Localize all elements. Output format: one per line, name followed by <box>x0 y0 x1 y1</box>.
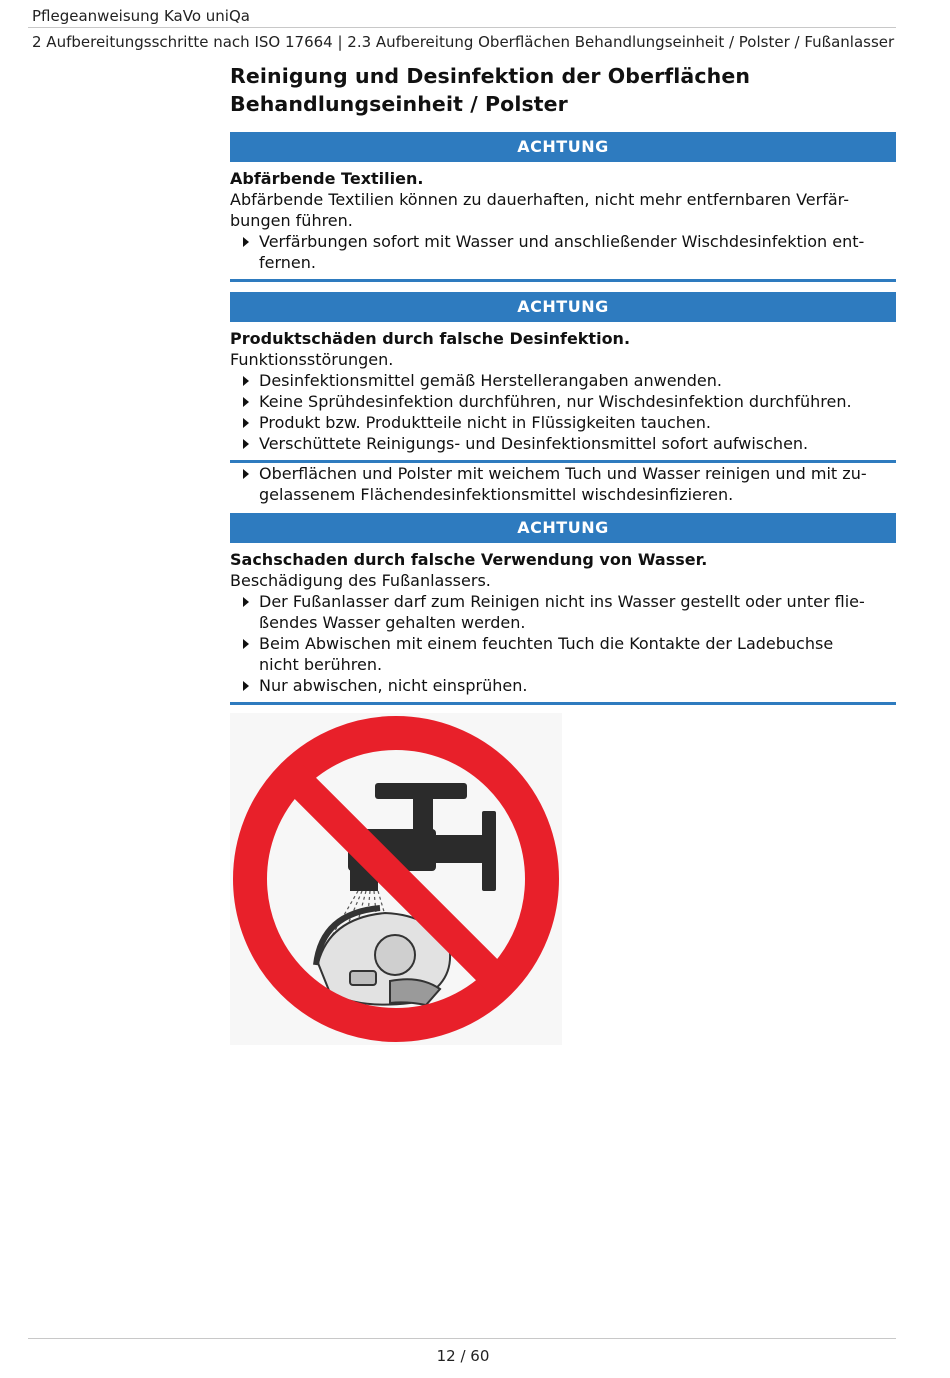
step-text: fernen. <box>259 253 316 272</box>
step-item <box>230 463 896 505</box>
step-text: nicht berühren. <box>259 655 383 674</box>
page-number: 12 / 60 <box>436 1347 490 1365</box>
triangle-bullet-icon <box>243 469 249 479</box>
caution-text: Funktionsstörungen. <box>230 350 394 369</box>
header-divider <box>28 27 896 28</box>
step-item <box>230 370 896 391</box>
step-text: Verschüttete Reinigungs- und Desinfektionsmittel sofort aufwischen. <box>259 434 809 453</box>
caution-label: ACHTUNG <box>230 292 896 322</box>
step-item <box>230 231 896 273</box>
step-text: Produkt bzw. Produktteile nicht in Flüssigkeiten tauchen. <box>259 413 711 432</box>
step-text: gelassenem Flächendesinfektionsmittel wischdesinfizieren. <box>259 485 734 504</box>
caution-title: Produktschäden durch falsche Desinfektion. <box>230 329 631 348</box>
step-text: Keine Sprühdesinfektion durchführen, nur Wischdesinfektion durchführen. <box>259 392 852 411</box>
caution-title: Sachschaden durch falsche Verwendung von Wasser. <box>230 550 708 569</box>
caution-text-line: bungen führen. <box>230 211 353 230</box>
step-text: Der Fußanlasser darf zum Reinigen nicht ins Wasser gestellt oder unter flie- <box>259 592 865 611</box>
triangle-bullet-icon <box>243 639 249 649</box>
triangle-bullet-icon <box>243 597 249 607</box>
triangle-bullet-icon <box>243 681 249 691</box>
instruction-steps <box>230 463 896 505</box>
caution-notice-water <box>230 513 896 705</box>
caution-label: ACHTUNG <box>230 132 896 162</box>
footer-divider <box>28 1338 896 1339</box>
step-text: ßendes Wasser gehalten werden. <box>259 613 526 632</box>
step-item <box>230 633 896 675</box>
step-text: Beim Abwischen mit einem feuchten Tuch die Kontakte der Ladebuchse <box>259 634 834 653</box>
breadcrumb: 2 Aufbereitungsschritte nach ISO 17664 | 2.3 Aufbereitung Oberflächen Behandlungseinheit / Polster / Fußanlasser <box>32 33 895 51</box>
notice-end-rule <box>230 702 896 705</box>
step-item <box>230 433 896 454</box>
caution-text <box>230 189 896 231</box>
no-water-prohibition-icon <box>230 713 562 1045</box>
step-text: Oberflächen und Polster mit weichem Tuch und Wasser reinigen und mit zu- <box>259 464 867 483</box>
triangle-bullet-icon <box>243 397 249 407</box>
document-title: Pflegeanweisung KaVo uniQa <box>32 7 250 25</box>
section-title-line-2: Behandlungseinheit / Polster <box>230 92 568 116</box>
section-title <box>230 62 896 118</box>
no-water-prohibition-figure <box>230 713 562 1045</box>
triangle-bullet-icon <box>243 376 249 386</box>
triangle-bullet-icon <box>243 237 249 247</box>
section-title-line-1: Reinigung und Desinfektion der Oberflächen <box>230 64 751 88</box>
caution-steps <box>230 231 896 273</box>
triangle-bullet-icon <box>243 418 249 428</box>
caution-notice-disinfection <box>230 292 896 463</box>
caution-text: Beschädigung des Fußanlassers. <box>230 571 491 590</box>
triangle-bullet-icon <box>243 439 249 449</box>
caution-text-line: Abfärbende Textilien können zu dauerhaften, nicht mehr entfernbaren Verfär- <box>230 190 849 209</box>
step-text: Desinfektionsmittel gemäß Herstellerangaben anwenden. <box>259 371 722 390</box>
caution-steps <box>230 370 896 454</box>
caution-label: ACHTUNG <box>230 513 896 543</box>
step-item <box>230 675 896 696</box>
caution-steps <box>230 591 896 696</box>
step-item <box>230 391 896 412</box>
caution-title: Abfärbende Textilien. <box>230 169 424 188</box>
step-item <box>230 412 896 433</box>
step-item <box>230 591 896 633</box>
step-text: Nur abwischen, nicht einsprühen. <box>259 676 528 695</box>
caution-notice-textiles <box>230 132 896 282</box>
step-text: Verfärbungen sofort mit Wasser und anschließender Wischdesinfektion ent- <box>259 232 865 251</box>
page-content <box>230 62 896 1045</box>
